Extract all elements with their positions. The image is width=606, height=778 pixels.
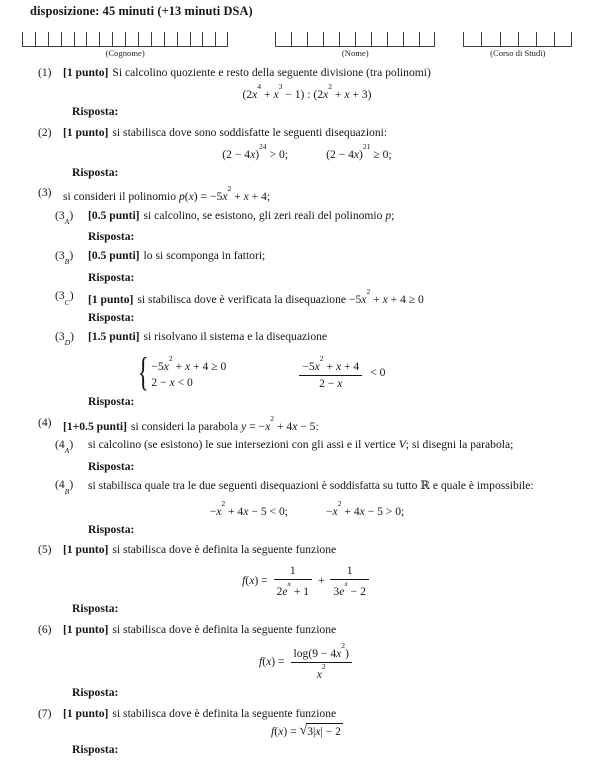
subscript-B: B <box>64 257 70 267</box>
system-of-inequalities <box>136 350 227 395</box>
fraction-numerator: $\log(9 - 4x^2)$ <box>291 643 352 663</box>
comb-cell <box>48 32 61 46</box>
subscript-A: A <box>64 216 70 226</box>
comb-cell <box>61 32 74 46</box>
question-3c-points: [1 punto] <box>88 293 134 307</box>
comb-cell <box>190 32 203 46</box>
question-6-points: [1 punto] <box>63 622 109 636</box>
question-3b-points: [0.5 punti] <box>88 248 140 262</box>
question-1-formula: $(2x^4 + x^3 - 1)$ : $(2x^2 + x + 3)$ <box>242 82 372 101</box>
question-5-number: (5) <box>38 543 52 557</box>
comb-cell <box>177 32 190 46</box>
question-3d-points: [1.5 punti] <box>88 329 140 343</box>
question-6-text: si stabilisca dove è definita la seguente funzione <box>112 622 337 636</box>
question-4b-formulas <box>38 501 576 519</box>
question-4b-text2: e quale è impossibile: <box>429 479 534 493</box>
answer-label-q3d: Risposta: <box>88 395 135 409</box>
question-5-text: si stabilisca dove è definita la seguente funzione <box>112 543 337 557</box>
cognome-comb <box>22 32 228 47</box>
question-3b <box>55 249 576 268</box>
comb-cell <box>291 32 307 46</box>
question-4b-number: $(4_B)$ <box>55 478 74 496</box>
answer-label-q2: Risposta: <box>72 165 119 179</box>
question-3b-body <box>88 249 576 268</box>
question-2-points: [1 punto] <box>63 125 109 139</box>
question-4-points: [1+0.5 punti] <box>63 419 127 433</box>
question-3a-body <box>88 209 576 228</box>
question-3c-text: si stabilisca dove è verificata la disequazione <box>137 293 349 307</box>
question-7-formula: f(x) = √3|x| − 2 <box>271 722 341 739</box>
question-3d-number: $(3_D)$ <box>55 329 75 347</box>
question-3c-math: $-5x^2 + x + 4 \ge 0$ <box>348 287 424 307</box>
question-4-body <box>63 413 576 434</box>
question-3 <box>38 186 576 204</box>
answer-label-q6: Risposta: <box>72 686 119 700</box>
question-1 <box>38 66 576 81</box>
question-4b-text1: si stabilisca quale tra le due seguenti disequazioni è soddisfatta su tutto <box>88 479 421 493</box>
question-3-body <box>63 186 576 204</box>
comb-cell <box>481 32 499 46</box>
comb-cell <box>307 32 323 46</box>
function-lead: f(x) = <box>259 655 285 669</box>
question-1-number: (1) <box>38 65 52 79</box>
function-lead: f(x) = <box>242 573 268 587</box>
question-3a-points: [0.5 punti] <box>88 208 140 222</box>
question-7-number: (7) <box>38 706 52 720</box>
comb-cell <box>35 32 48 46</box>
answer-label-q7: Risposta: <box>72 742 119 756</box>
questions-list <box>30 66 576 758</box>
fraction-numerator: 1 <box>274 564 312 580</box>
question-3-text: si consideri il polinomio <box>63 190 179 204</box>
question-2-number: (2) <box>38 125 52 139</box>
answer-label-q1: Risposta: <box>72 105 119 119</box>
comb-cell <box>86 32 99 46</box>
question-5-points: [1 punto] <box>63 543 109 557</box>
fraction-denominator: $2e^x + 1$ <box>276 578 310 598</box>
comb-cell <box>403 32 419 46</box>
corso-comb <box>463 32 572 47</box>
fraction <box>330 564 368 599</box>
question-2 <box>38 126 576 141</box>
question-5 <box>38 543 576 558</box>
question-1-body <box>63 66 576 81</box>
question-4a-text1: si calcolino (se esistono) le sue intersezioni con gli assi e il vertice <box>88 438 399 452</box>
real-numbers-symbol: ℝ <box>420 478 430 493</box>
comb-cell <box>22 32 35 46</box>
question-4b-formula-a: $-x^2 + 4x - 5 < 0$; <box>209 499 288 519</box>
question-7-body <box>63 707 576 722</box>
answer-label-q4a: Risposta: <box>88 459 135 473</box>
question-1-points: [1 punto] <box>63 65 109 79</box>
answer-label-q4b: Risposta: <box>88 522 135 536</box>
question-4 <box>38 413 576 434</box>
question-6-number: (6) <box>38 622 52 636</box>
question-2-body <box>63 126 576 141</box>
question-4a-math: V <box>398 438 406 452</box>
question-2-formula-a: $(2 - 4x)^{24} > 0$; <box>222 142 289 162</box>
rational-inequality <box>296 353 386 391</box>
nome-comb <box>275 32 435 47</box>
name-fields-row <box>22 32 576 58</box>
comb-cell <box>125 32 138 46</box>
question-4a <box>55 438 576 457</box>
comb-cell <box>554 32 572 46</box>
question-2-formula-b: $(2 - 4x)^{21} \ge 0$; <box>326 142 392 162</box>
comb-cell <box>419 32 435 46</box>
comb-cell <box>275 32 291 46</box>
comb-cell <box>99 32 112 46</box>
field-label-nome: (Nome) <box>341 47 369 58</box>
comb-cell <box>138 32 151 46</box>
question-3a-number: $(3_A)$ <box>55 208 74 226</box>
question-5-formula <box>38 564 576 599</box>
question-6 <box>38 623 576 638</box>
duration-line: disposizione: 45 minuti (+13 minuti DSA) <box>30 4 253 18</box>
fraction <box>291 643 352 682</box>
plus-operator: + <box>317 573 325 587</box>
question-6-formula <box>38 643 576 682</box>
subscript-A: A <box>64 446 70 456</box>
comb-cell <box>371 32 387 46</box>
fraction <box>299 353 362 391</box>
question-3d <box>55 330 576 349</box>
subscript-C: C <box>64 297 70 307</box>
field-label-cognome: (Cognome) <box>105 47 145 58</box>
question-4a-text2: ; si disegni la parabola; <box>405 438 514 452</box>
question-3c-body <box>88 289 576 308</box>
comb-cell <box>164 32 177 46</box>
question-4b-formula-b: $-x^2 + 4x - 5 > 0$; <box>326 499 405 519</box>
field-nome <box>275 32 435 58</box>
answer-label-q5: Risposta: <box>72 602 119 616</box>
question-5-body <box>63 543 576 558</box>
answer-label-q3c: Risposta: <box>88 311 135 325</box>
question-4-math: $y = -x^2 + 4x - 5$: <box>241 413 319 433</box>
question-2-formulas <box>38 144 576 162</box>
fraction-numerator: 1 <box>330 564 368 580</box>
fraction <box>274 564 312 599</box>
question-3a <box>55 209 576 228</box>
comb-cell <box>112 32 125 46</box>
subscript-D: D <box>64 337 71 347</box>
brace-icon: { <box>137 350 149 395</box>
question-6-body <box>63 623 576 638</box>
question-4a-body <box>88 438 576 457</box>
question-3-math: $p(x) = -5x^2 + x + 4$; <box>178 184 271 204</box>
system-lines <box>151 355 226 391</box>
comb-cell <box>151 32 164 46</box>
comb-cell <box>536 32 554 46</box>
answer-label-q3b: Risposta: <box>88 270 135 284</box>
comb-cell <box>215 32 228 46</box>
answer-label-q3a: Risposta: <box>88 230 135 244</box>
question-3d-text: si risolvano il sistema e la disequazione <box>143 329 328 343</box>
fraction-numerator: $-5x^2 + x + 4$ <box>299 356 362 376</box>
question-4-number: (4) <box>38 415 52 429</box>
question-4a-number: $(4_A)$ <box>55 438 74 456</box>
question-3c <box>55 289 576 308</box>
comb-cell <box>323 32 339 46</box>
question-4b-body <box>88 478 576 497</box>
subscript-B: B <box>64 486 70 496</box>
question-2-text: si stabilisca dove sono soddisfatte le seguenti disequazioni: <box>112 125 388 139</box>
comb-cell <box>500 32 518 46</box>
question-3-number: (3) <box>38 186 52 200</box>
fraction-denominator: $3e^x - 2$ <box>333 578 366 598</box>
comb-cell <box>74 32 87 46</box>
question-3b-text: lo si scomponga in fattori; <box>143 248 266 262</box>
question-3d-math-row <box>136 350 576 395</box>
fraction-denominator: $x^2$ <box>316 662 326 682</box>
question-3c-number: $(3_C)$ <box>55 289 74 307</box>
comb-cell <box>387 32 403 46</box>
question-3b-number: $(3_B)$ <box>55 248 74 267</box>
field-label-corso: (Corso di Studi) <box>490 47 546 58</box>
question-4b <box>55 478 576 497</box>
system-line-1: $-5x^2 + x + 4 \ge 0$ <box>151 354 227 374</box>
comb-cell <box>518 32 536 46</box>
inequality-rhs: < 0 <box>370 366 386 379</box>
question-3a-math: p; <box>385 208 395 222</box>
field-cognome <box>22 32 228 58</box>
question-3a-text: si calcolino, se esistono, gli zeri reali del polinomio <box>143 208 386 222</box>
fraction-denominator: 2 − x <box>319 376 343 390</box>
comb-cell <box>202 32 215 46</box>
question-4-text: si consideri la parabola <box>130 419 242 433</box>
comb-cell <box>463 32 481 46</box>
field-corso-di-studi <box>463 32 572 58</box>
comb-cell <box>339 32 355 46</box>
question-7 <box>38 707 576 722</box>
comb-cell <box>355 32 371 46</box>
question-7-points: [1 punto] <box>63 706 109 720</box>
question-1-text: Si calcolino quoziente e resto della seguente divisione (tra polinomi) <box>112 65 431 79</box>
system-line-2: 2 − x < 0 <box>151 376 193 390</box>
question-3d-body <box>88 330 576 349</box>
question-7-text: si stabilisca dove è definita la seguente funzione <box>112 706 337 720</box>
